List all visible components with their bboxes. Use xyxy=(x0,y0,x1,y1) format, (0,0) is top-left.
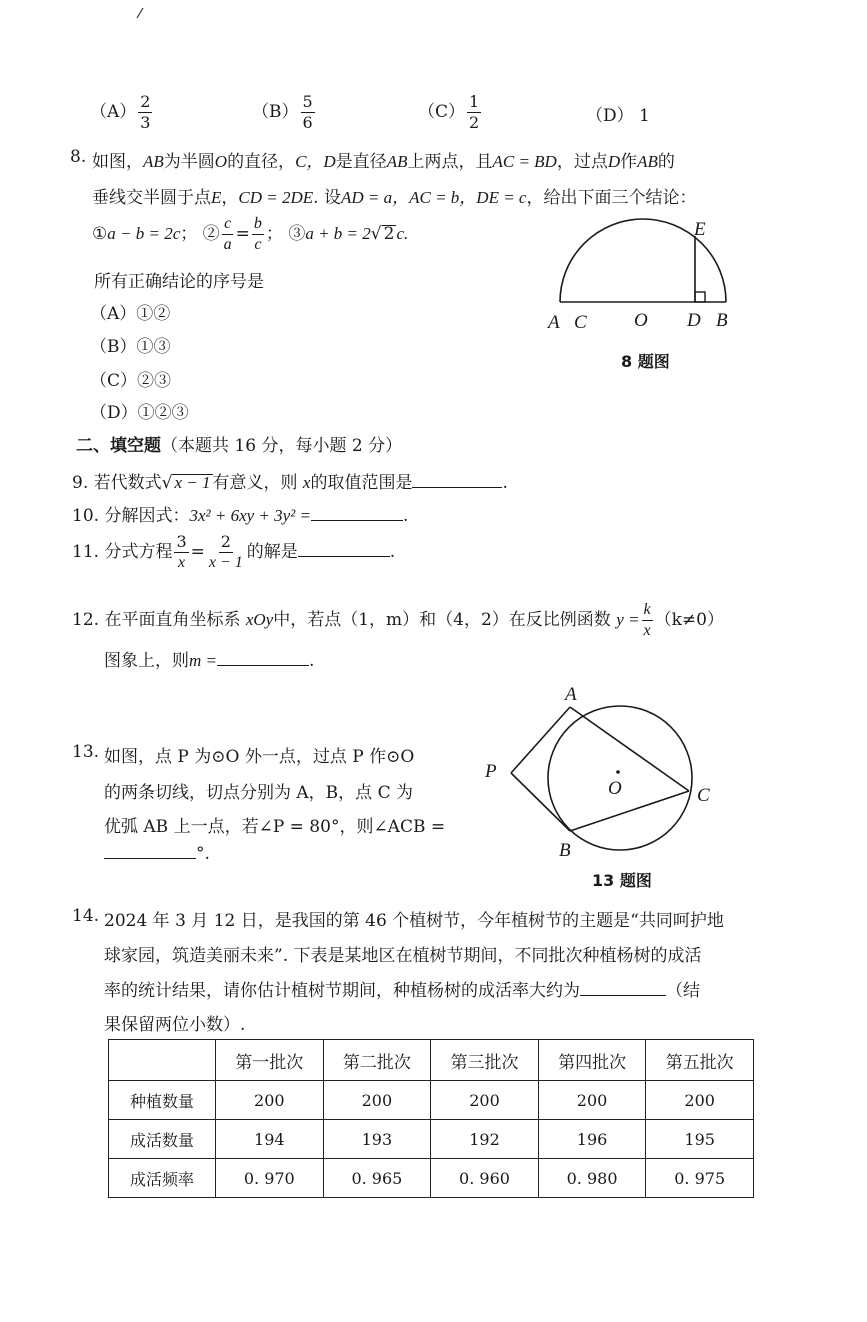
q7-option-b: （B） $\frac{5}{6}$ xyxy=(252,92,313,132)
table-header-cell: 第四批次 xyxy=(538,1040,646,1081)
table-header-row xyxy=(109,1040,754,1081)
q14-line3: 率的统计结果，请你估计植树节期间，种植杨树的成活率大约为 （结 xyxy=(104,981,700,1001)
tangent-pb xyxy=(511,773,570,831)
q11: 11. 分式方程 $\frac{3}{x}$ = $\frac{2}{x - 1}$ 的解是 . xyxy=(72,532,396,571)
stray-pen-mark xyxy=(134,6,146,20)
table-cell: 200 xyxy=(323,1081,431,1120)
q12-line2: 图象上，则m = . xyxy=(104,651,315,671)
table-header-cell: 第一批次 xyxy=(216,1040,324,1081)
q13-circle-figure xyxy=(478,682,728,862)
q7-option-c: （C） $\frac{1}{2}$ xyxy=(418,92,480,132)
q8-line2: 垂线交半圆于点E，CD = 2DE. 设AD = a，AC = b，DE = c，给出下面三个结论： xyxy=(92,188,697,208)
q14-answer-blank xyxy=(580,995,666,996)
q10-answer-blank xyxy=(311,520,403,521)
label-a: A xyxy=(565,684,577,705)
q14-number: 14. xyxy=(72,906,100,926)
table-cell: 194 xyxy=(216,1120,324,1159)
label-p: P xyxy=(485,761,497,782)
table-cell: 200 xyxy=(431,1081,539,1120)
table-cell: 200 xyxy=(646,1081,754,1120)
q9-answer-blank xyxy=(412,487,502,488)
q8-option-a: （A）①② xyxy=(90,304,171,324)
table-cell: 200 xyxy=(216,1081,324,1120)
label-d: D xyxy=(687,310,701,331)
table-cell: 0. 980 xyxy=(538,1159,646,1198)
table-cell: 0. 965 xyxy=(323,1159,431,1198)
table-row-label: 成活数量 xyxy=(109,1120,216,1159)
section2-heading: 二、填空题（本题共 16 分，每小题 2 分） xyxy=(76,436,403,456)
table-cell: 0. 970 xyxy=(216,1159,324,1198)
q14-line4: 果保留两位小数）. xyxy=(104,1015,246,1035)
chord-bc xyxy=(570,791,689,831)
q8-fig-caption: 8 题图 xyxy=(621,352,670,371)
table-cell: 200 xyxy=(538,1081,646,1120)
label-a: A xyxy=(548,312,560,333)
table-cell: 193 xyxy=(323,1120,431,1159)
q13-fig-caption: 13 题图 xyxy=(592,871,652,890)
table-row-label: 种植数量 xyxy=(109,1081,216,1120)
q14-line2: 球家园，筑造美丽未来”. 下表是某地区在植树节期间，不同批次种植杨树的成活 xyxy=(104,946,702,966)
table-cell: 196 xyxy=(538,1120,646,1159)
chord-ac xyxy=(570,707,689,791)
q8-option-b: （B）①③ xyxy=(90,337,171,357)
q9: 9. 若代数式√ x − 1 有意义，则 x的取值范围是 . xyxy=(72,473,508,493)
right-angle-mark xyxy=(695,292,705,302)
table-cell: 0. 960 xyxy=(431,1159,539,1198)
q13-line3: 优弧 AB 上一点，若∠P = 80°，则∠ACB = xyxy=(104,817,446,837)
label-o: O xyxy=(634,310,648,331)
table-header-cell: 第三批次 xyxy=(431,1040,539,1081)
q14-survival-table xyxy=(108,1039,754,1198)
table-header-cell: 第五批次 xyxy=(646,1040,754,1081)
table-row-label: 成活频率 xyxy=(109,1159,216,1198)
table-cell: 0. 975 xyxy=(646,1159,754,1198)
table-header-cell xyxy=(109,1040,216,1081)
table-row xyxy=(109,1120,754,1159)
q14-line1: 2024 年 3 月 12 日，是我国的第 46 个植树节，今年植树节的主题是“共同呵护地 xyxy=(104,911,724,931)
table-row xyxy=(109,1081,754,1120)
table-cell: 192 xyxy=(431,1120,539,1159)
center-dot xyxy=(616,770,620,774)
q8-line1: 如图，AB为半圆O的直径，C，D是直径AB上两点，且AC = BD，过点D作AB的 xyxy=(92,152,675,172)
table-row xyxy=(109,1159,754,1198)
q13-line2: 的两条切线，切点分别为 A，B，点 C 为 xyxy=(104,783,413,803)
q12-line1: 12. 在平面直角坐标系 xOy中，若点（1，m）和（4，2）在反比例函数 y = $\frac{k}{x}$ （k≠0） xyxy=(72,601,724,639)
q13-number: 13. xyxy=(72,742,100,762)
label-c: C xyxy=(697,785,710,806)
q8-semicircle-figure xyxy=(538,210,748,340)
tangent-pa xyxy=(511,707,570,773)
label-b: B xyxy=(559,840,571,861)
label-b: B xyxy=(716,310,728,331)
label-c: C xyxy=(574,312,587,333)
q12-answer-blank xyxy=(217,665,309,666)
q13-answer-blank xyxy=(104,858,196,859)
q7-option-d: （D） 1 xyxy=(586,106,650,126)
table-header-cell: 第二批次 xyxy=(323,1040,431,1081)
table-cell: 195 xyxy=(646,1120,754,1159)
label-e: E xyxy=(694,219,706,240)
q13-line1: 如图，点 P 为⊙O 外一点，过点 P 作⊙O xyxy=(104,747,415,767)
q8-conclusions: ①a − b = 2c； ② $\frac{c}{a}$ = $\frac{b}{c}$ ； ③a + b = 2√ 2 c. xyxy=(92,215,409,253)
q8-option-d: （D）①②③ xyxy=(90,403,189,423)
q8-option-c: （C）②③ xyxy=(90,371,172,391)
q10: 10. 分解因式：3x² + 6xy + 3y² = . xyxy=(72,506,409,526)
label-o: O xyxy=(608,778,622,799)
q7-option-a: （A） $\frac{2}{3}$ xyxy=(90,92,151,132)
q11-answer-blank xyxy=(298,556,390,557)
q13-line4: °. xyxy=(104,844,210,864)
q8-number: 8. xyxy=(70,147,87,167)
q8-question: 所有正确结论的序号是 xyxy=(94,272,264,292)
